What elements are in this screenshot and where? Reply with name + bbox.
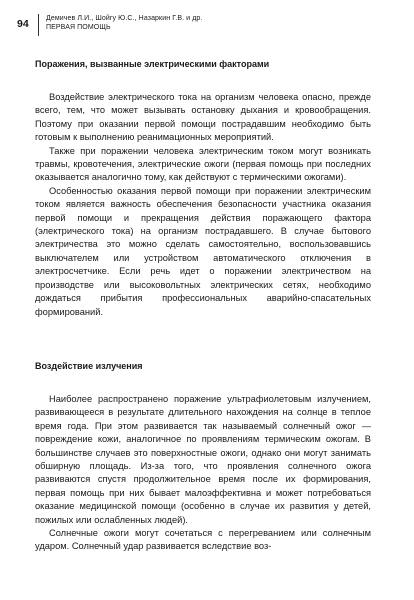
paragraph: Наиболее распространено поражение ультрафиолетовым излучением, развивающееся в результате длительного нахождения на солнце в теплое время года. При этом развивается так называемый солнечный ожог — повреждение кожи, аналогичное по проявлениям термическим ожогам. В большинстве случаев это поверхностные ожоги, однако они могут занимать обширную площадь. Из-за того, что проявления солнечного ожога развиваются спустя продолжительное время после их формирования, первая помощь при них бывает малоэффективна и может потребоваться оказание медицинской помощи (особенно в случае их развития у детей, пожилых или ослабленных людей). [35, 394, 371, 525]
page-number: 94 [17, 18, 29, 30]
header-authors: Демичев Л.И., Шойгу Ю.С., Назаркин Г.В. и др. [46, 15, 203, 22]
header-book-title: ПЕРВАЯ ПОМОЩЬ [46, 24, 111, 31]
section-title-radiation: Воздействие излучения [35, 361, 143, 371]
paragraph: Также при поражении человека электрическим током могут возникать травмы, кровотечения, электрические ожоги (первая помощь при последних оказывается аналогично тому, как действуют с термическими ожогами). [35, 145, 371, 183]
header-divider [38, 14, 39, 36]
page-header [0, 14, 414, 36]
paragraph: Особенностью оказания первой помощи при поражении электрическим током является важность обеспечения безопасности участника оказания первой помощи и прекращения действия поражающего фактора (электрического тока) на организм пострадавшего. В случае бытового электричества это можно сделать самостоятельно, воспользовавшись выключателем или устройством автоматического отключения в электросчетчике. Если речь идет о поражении электричеством на производстве или высоковольтных электрических сетях, необходимо дождаться прибытия профессиональных аварийно-спасательных формирований. [35, 185, 371, 317]
running-header [46, 14, 202, 32]
paragraph: Воздействие электрического тока на организм человека опасно, прежде всего, тем, что может вызывать остановку дыхания и кровообращения. Поэтому при оказании первой помощи пострадавшим необходимо быть готовым к выполнению реанимационных мероприятий. [35, 92, 371, 143]
section-radiation [35, 360, 371, 554]
paragraph: Солнечные ожоги могут сочетаться с перегреванием или солнечным ударом. Солнечный удар развивается вследствие воз- [35, 528, 371, 552]
section-title-electrical: Поражения, вызванные электрическими факторами [35, 59, 270, 69]
section-electrical [35, 58, 371, 319]
